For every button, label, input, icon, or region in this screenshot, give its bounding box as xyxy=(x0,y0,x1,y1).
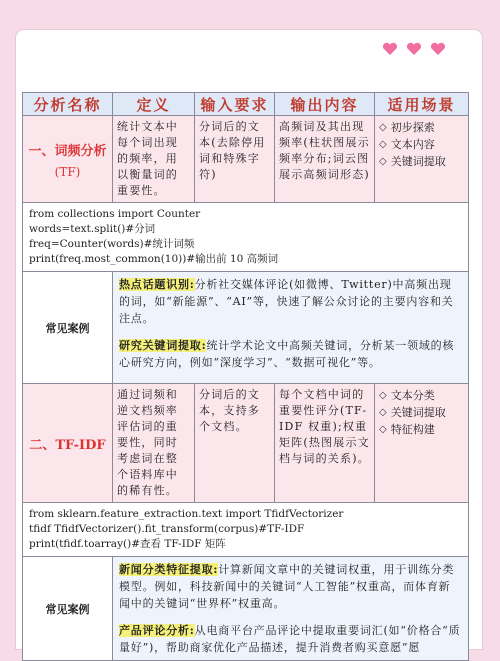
output-cell: 每个文档中词的重要性评分(TF-IDF 权重);权重矩阵(热图展示文档与词的关系)。 xyxy=(275,384,375,503)
analysis-table xyxy=(22,92,469,661)
list-item: ◇ 关键词提取 xyxy=(379,406,446,419)
input-cell: 分词后的文本，支持多个文档。 xyxy=(195,384,275,503)
diamond-bullet-icon: ◇ xyxy=(379,139,387,150)
list-item: ◇ 初步探索 xyxy=(379,121,435,134)
case-paragraph: 产品评论分析:从电商平台产品评论中提取重要词汇(如“价格合“质量好”)，帮助商家优化产品描述，提升消费者购买意愿”愿 xyxy=(119,624,461,654)
heart-icon xyxy=(406,42,422,56)
heart-decoration xyxy=(382,42,446,56)
col-header-input: 输入要求 xyxy=(195,93,275,116)
list-item: ◇ 特征构建 xyxy=(379,423,435,436)
case-paragraph: 热点话题识别:分析社交媒体评论(如微博、Twitter)中高频出现的词，如“新能源”、“AI”等，快速了解公众讨论的主要内容和关注点。 xyxy=(119,278,454,325)
col-header-definition: 定义 xyxy=(113,93,195,116)
code-block: from sklearn.feature_extraction.text import TfidfVectorizer tfidf TfidfVectorizer().fit_transform(corpus)#TF-IDF print(tfidf.toarray()#查看 TF-IDF 矩阵 xyxy=(23,503,469,557)
definition-cell: 通过词频和逆文档频率评估词的重要性，同时考虑词在整个语料库中的稀有性。 xyxy=(113,384,195,503)
row-name-tfidf xyxy=(23,384,113,503)
diamond-bullet-icon: ◇ xyxy=(379,122,387,133)
case-highlight: 研究关键词提取: xyxy=(119,339,207,352)
case-row-tfidf xyxy=(23,557,469,661)
case-paragraph: 研究关键词提取:统计学术论文中高频关键词，分析某一领域的核心研究方向，例如“深度学习”、“数据可视化”等。 xyxy=(119,339,455,369)
case-label: 常见案例 xyxy=(23,272,113,384)
table-row-tf xyxy=(23,116,469,203)
col-header-output: 输出内容 xyxy=(275,93,375,116)
row-name-tf xyxy=(23,116,113,203)
output-cell: 高频词及其出现频率(柱状图展示频率分布;词云图展示高频词形态) xyxy=(275,116,375,203)
header-row xyxy=(23,93,469,116)
case-content xyxy=(113,272,469,384)
diamond-bullet-icon: ◇ xyxy=(379,390,387,401)
case-content xyxy=(113,557,469,661)
case-highlight: 产品评论分析: xyxy=(119,624,195,637)
heart-icon xyxy=(430,42,446,56)
row-title: 二、TF-IDF xyxy=(29,437,106,453)
row-title: 一、词频分析 xyxy=(28,143,107,159)
code-row-tf xyxy=(23,203,469,272)
input-cell: 分词后的文本(去除停用词和特殊字符) xyxy=(195,116,275,203)
scenes-cell xyxy=(375,116,469,203)
diamond-bullet-icon: ◇ xyxy=(379,156,387,167)
list-item: ◇ 文本分类 xyxy=(379,389,435,402)
case-row-tf xyxy=(23,272,469,384)
code-block: from collections import Counter words=text.split()#分词 freq=Counter(words)#统计词频 print(freq.most_common(10))#输出前 10 高频词 xyxy=(23,203,469,272)
code-row-tfidf xyxy=(23,503,469,557)
case-highlight: 新闻分类特征提取: xyxy=(119,563,219,576)
heart-icon xyxy=(382,42,398,56)
col-header-name: 分析名称 xyxy=(23,93,113,116)
case-paragraph: 新闻分类特征提取:计算新闻文章中的关键词权重，用于训练分类模型。例如，科技新闻中的关键词“人工智能”权重高，而体育新闻中的关键词“世界杯”权重高。 xyxy=(119,563,455,610)
case-highlight: 热点话题识别: xyxy=(119,278,195,291)
scenes-cell xyxy=(375,384,469,503)
row-subtitle: (TF) xyxy=(54,164,81,179)
diamond-bullet-icon: ◇ xyxy=(379,407,387,418)
list-item: ◇ 文本内容 xyxy=(379,138,435,151)
definition-cell: 统计文本中每个词出现的频率，用以衡量词的重要性。 xyxy=(113,116,195,203)
table-row-tfidf xyxy=(23,384,469,503)
case-label: 常见案例 xyxy=(23,557,113,661)
list-item: ◇ 关键词提取 xyxy=(379,155,446,168)
diamond-bullet-icon: ◇ xyxy=(379,424,387,435)
col-header-scenes: 适用场景 xyxy=(375,93,469,116)
